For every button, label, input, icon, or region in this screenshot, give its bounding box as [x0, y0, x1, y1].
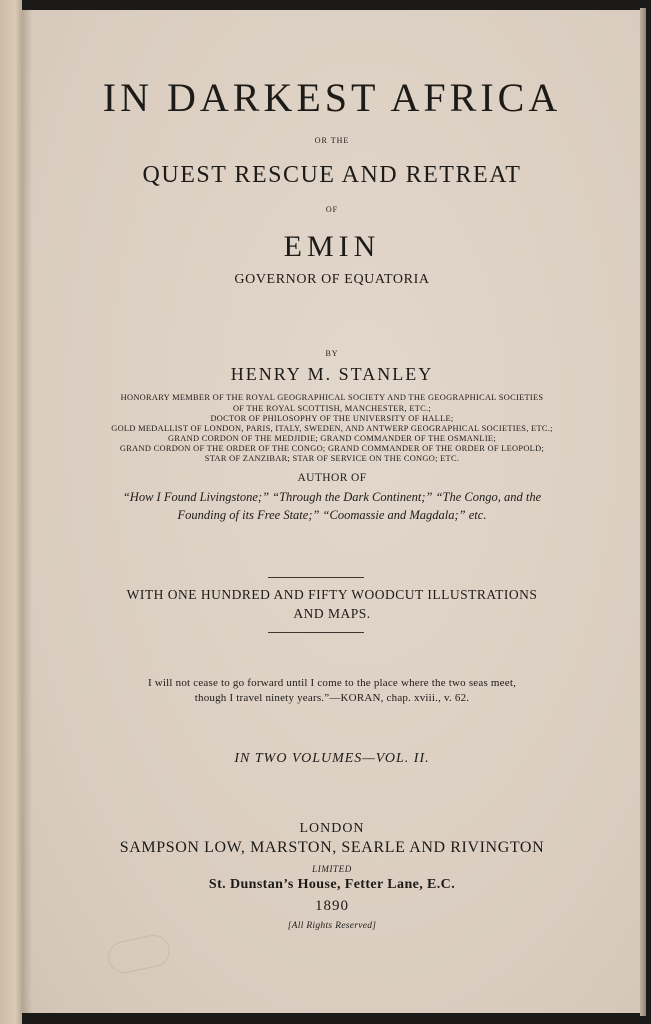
- epigraph-line: I will not cease to go forward until I come to the place where the two seas meet,: [147, 677, 517, 689]
- author-name: HENRY M. STANLEY: [230, 364, 434, 384]
- author-honor-line: GRAND CORDON OF THE MEDJIDIE; GRAND COMMANDER OF THE OSMANLIE;: [168, 434, 496, 443]
- volume-label: IN TWO VOLUMES—VOL. II.: [234, 751, 430, 766]
- publication-year: 1890: [315, 898, 349, 914]
- illustrations-note: WITH ONE HUNDRED AND FIFTY WOODCUT ILLUSTRATIONS: [126, 587, 538, 602]
- book-subtitle: QUEST RESCUE AND RETREAT: [142, 162, 522, 188]
- or-the-label: OR THE: [314, 136, 350, 145]
- previous-works-line: “How I Found Livingstone;” “Through the Dark Continent;” “The Congo, and the: [122, 490, 542, 504]
- governor-title: GOVERNOR OF EQUATORIA: [234, 272, 430, 287]
- illustrations-note: AND MAPS.: [293, 606, 371, 621]
- author-of-label: AUTHOR OF: [297, 472, 367, 484]
- author-honor-line: GRAND CORDON OF THE ORDER OF THE CONGO; GRAND COMMANDER OF THE ORDER OF LEOPOLD;: [119, 444, 545, 453]
- rights-notice: [All Rights Reserved]: [287, 921, 377, 931]
- publication-city: LONDON: [299, 821, 365, 836]
- divider-rule: [268, 632, 364, 633]
- author-honor-line: GOLD MEDALLIST OF LONDON, PARIS, ITALY, SWEDEN, AND ANTWERP GEOGRAPHICAL SOCIETIES, ETC.;: [111, 424, 553, 433]
- author-honor-line: OF THE ROYAL SCOTTISH, MANCHESTER, ETC.;: [232, 404, 432, 413]
- publisher-limited: LIMITED: [312, 864, 352, 874]
- publisher-address: St. Dunstan’s House, Fetter Lane, E.C.: [208, 877, 456, 892]
- author-honor-line: HONORARY MEMBER OF THE ROYAL GEOGRAPHICAL SOCIETY AND THE GEOGRAPHICAL SOCIETIES: [120, 393, 544, 402]
- author-honor-line: DOCTOR OF PHILOSOPHY OF THE UNIVERSITY OF HALLE;: [210, 414, 454, 423]
- emin-name: EMIN: [283, 230, 381, 263]
- epigraph-line: though I travel ninety years.”—KORAN, chap. xviii., v. 62.: [194, 692, 470, 704]
- by-label: BY: [325, 349, 339, 358]
- book-cover-edge: [0, 0, 22, 1024]
- of-label: OF: [325, 205, 339, 214]
- divider-rule: [268, 577, 364, 578]
- publisher-name: SAMPSON LOW, MARSTON, SEARLE AND RIVINGTON: [119, 839, 545, 856]
- book-title: IN DARKEST AFRICA: [102, 75, 562, 120]
- author-honor-line: STAR OF ZANZIBAR; STAR OF SERVICE ON THE CONGO; ETC.: [204, 454, 460, 463]
- previous-works-line: Founding of its Free State;” “Coomassie and Magdala;” etc.: [177, 508, 487, 522]
